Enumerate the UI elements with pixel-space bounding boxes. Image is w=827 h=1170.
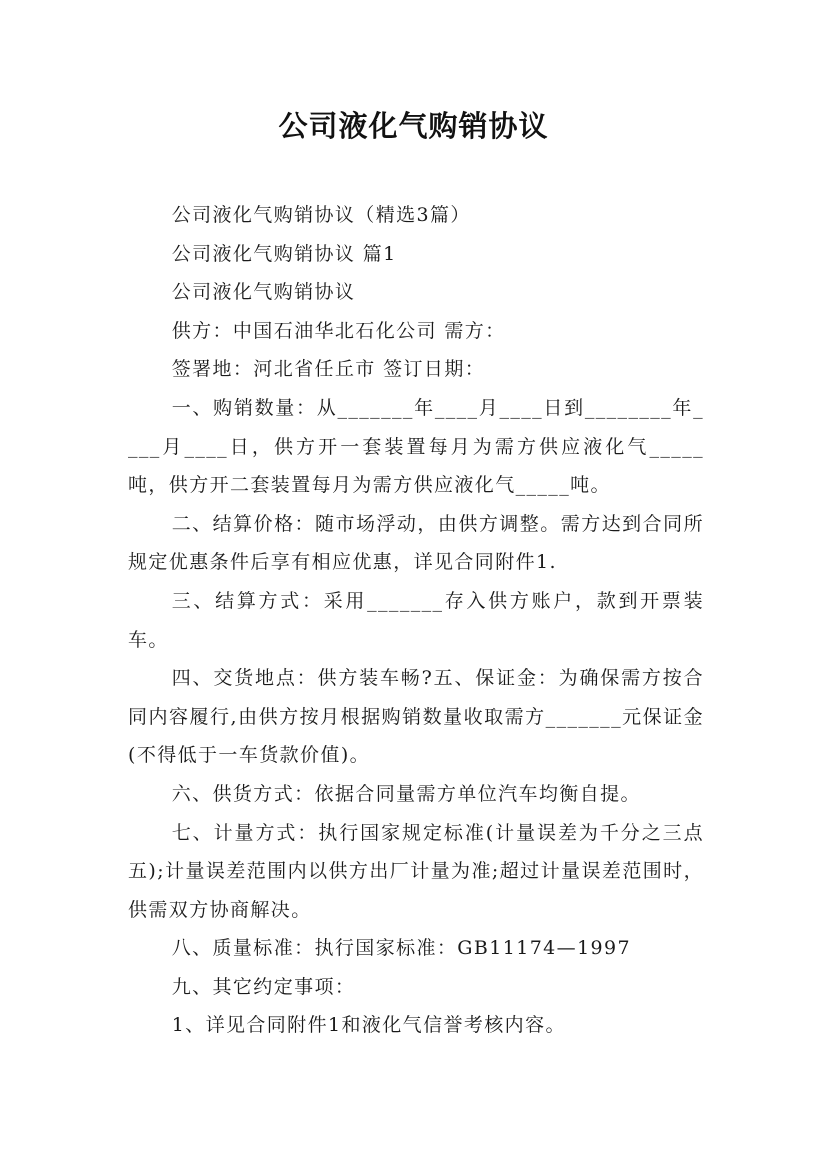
paragraph-signing-place: 签署地：河北省任丘市 签订日期： [171,358,486,381]
clause-4-delivery: 四、交货地点：供方装车畅?五、保证金：为确保需方按合同内容履行,由供方按月根据购销数量收取需方_______元保证金(不得低于一车货款价值)。 [128,667,704,767]
clause-8-quality: 八、质量标准：执行国家标准：GB11174—1997 [171,937,632,960]
paragraph-section-heading: 公司液化气购销协议 篇1 [171,242,397,265]
clause-7-measurement: 七、计量方式：执行国家规定标准(计量误差为千分之三点五);计量误差范围内以供方出厂计量为准;超过计量误差范围时，供需双方协商解决。 [128,821,704,921]
clause-6-supply: 六、供货方式：依据合同量需方单位汽车均衡自提。 [171,782,641,805]
clause-9-item-1: 1、详见合同附件1和液化气信誉考核内容。 [171,1014,566,1037]
clause-9-other: 九、其它约定事项： [171,975,356,998]
clause-1-quantity: 一、购销数量：从_______年____月____日到________年____月____日，供方开一套装置每月为需方供应液化气_____吨，供方开二套装置每月为需方供应液化气_____吨。 [128,396,704,497]
paragraph-agreement-name: 公司液化气购销协议 [171,281,356,304]
paragraph-parties: 供方：中国石油华北石化公司 需方： [171,319,506,342]
paragraph-subtitle: 公司液化气购销协议（精选3篇） [171,204,471,226]
document-body [128,196,704,1045]
document-title: 公司液化气购销协议 [278,109,549,143]
clause-3-settlement: 三、结算方式：采用_______存入供方账户，款到开票装车。 [128,589,704,651]
clause-2-price: 二、结算价格：随市场浮动，由供方调整。需方达到合同所规定优惠条件后享有相应优惠，详见合同附件1. [128,512,704,574]
